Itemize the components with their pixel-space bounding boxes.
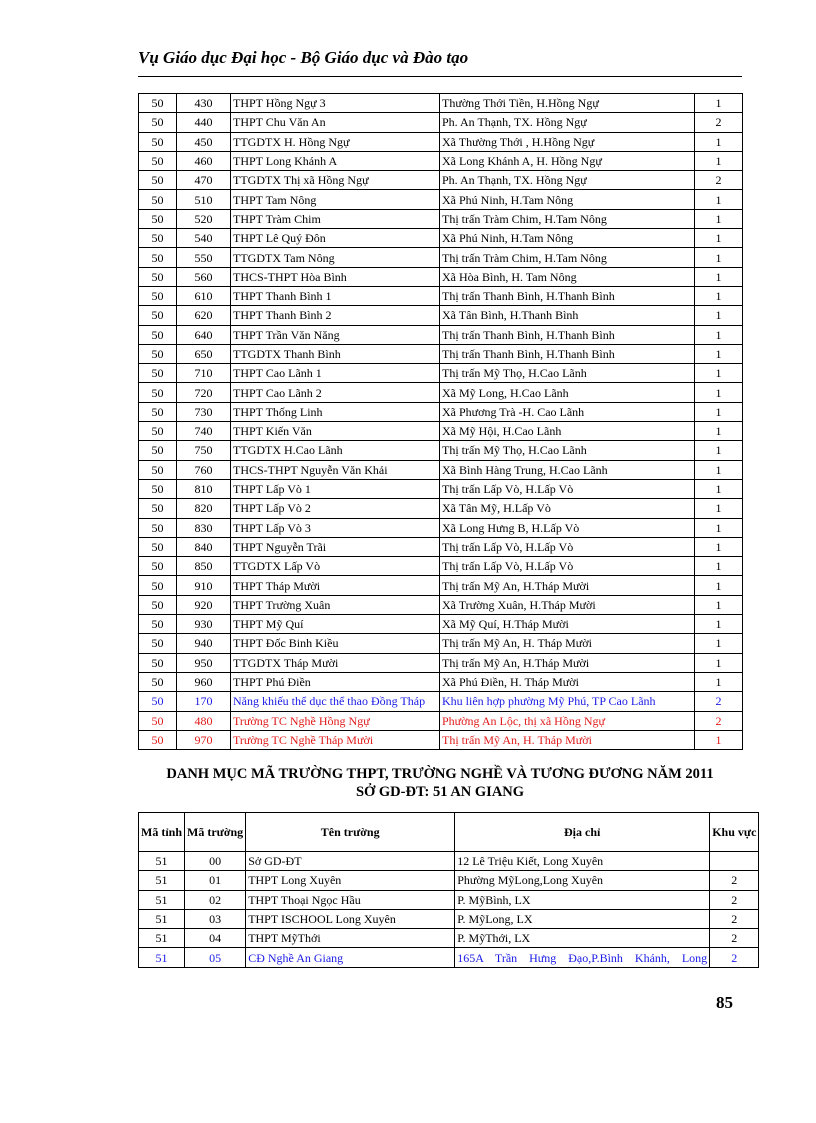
table-row bbox=[139, 209, 743, 228]
cell-ma-tinh: 51 bbox=[139, 909, 185, 928]
cell-ten-truong: THPT Phú Điền bbox=[231, 672, 440, 691]
cell-ma-truong: 710 bbox=[177, 364, 231, 383]
table-row bbox=[139, 306, 743, 325]
table-row bbox=[139, 171, 743, 190]
cell-khu-vuc: 1 bbox=[695, 190, 743, 209]
cell-ma-tinh: 50 bbox=[139, 132, 177, 151]
cell-ma-tinh: 50 bbox=[139, 730, 177, 749]
cell-ma-tinh: 50 bbox=[139, 190, 177, 209]
cell-khu-vuc: 2 bbox=[695, 113, 743, 132]
cell-ma-truong: 430 bbox=[177, 94, 231, 113]
cell-ma-truong: 970 bbox=[177, 730, 231, 749]
table-row bbox=[139, 909, 759, 928]
cell-ten-truong: CĐ Nghề An Giang bbox=[246, 948, 455, 967]
table-row bbox=[139, 711, 743, 730]
cell-dia-chi: Thị trấn Lấp Vò, H.Lấp Vò bbox=[440, 479, 695, 498]
cell-khu-vuc: 2 bbox=[710, 871, 759, 890]
cell-ten-truong: THPT Tràm Chim bbox=[231, 209, 440, 228]
cell-ten-truong: TTGDTX Lấp Vò bbox=[231, 557, 440, 576]
cell-dia-chi: Xã Tân Mỹ, H.Lấp Vò bbox=[440, 499, 695, 518]
cell-ma-tinh: 51 bbox=[139, 929, 185, 948]
header-rule bbox=[138, 76, 742, 77]
cell-ma-truong: 650 bbox=[177, 344, 231, 363]
cell-dia-chi: 12 Lê Triệu Kiết, Long Xuyên bbox=[455, 852, 710, 871]
cell-dia-chi: Khu liên hợp phường Mỹ Phú, TP Cao Lãnh bbox=[440, 692, 695, 711]
cell-ten-truong: THPT MỹThới bbox=[246, 929, 455, 948]
table-row bbox=[139, 499, 743, 518]
cell-dia-chi: P. MỹBình, LX bbox=[455, 890, 710, 909]
table-row bbox=[139, 871, 759, 890]
cell-khu-vuc: 1 bbox=[695, 344, 743, 363]
cell-ma-truong: 480 bbox=[177, 711, 231, 730]
cell-khu-vuc: 1 bbox=[695, 499, 743, 518]
cell-dia-chi: Thị trấn Mỹ An, H. Tháp Mười bbox=[440, 730, 695, 749]
cell-ten-truong: TTGDTX H.Cao Lãnh bbox=[231, 441, 440, 460]
cell-ma-tinh: 50 bbox=[139, 672, 177, 691]
cell-khu-vuc: 1 bbox=[695, 402, 743, 421]
table-row bbox=[139, 325, 743, 344]
table-row bbox=[139, 267, 743, 286]
cell-ten-truong: Trường TC Nghề Tháp Mười bbox=[231, 730, 440, 749]
table-row bbox=[139, 615, 743, 634]
cell-khu-vuc: 1 bbox=[695, 383, 743, 402]
cell-ten-truong: THPT Tam Nông bbox=[231, 190, 440, 209]
cell-dia-chi: Ph. An Thạnh, TX. Hồng Ngự bbox=[440, 171, 695, 190]
cell-ma-truong: 440 bbox=[177, 113, 231, 132]
section-title: DANH MỤC MÃ TRƯỜNG THPT, TRƯỜNG NGHỀ VÀ TƯƠNG ĐƯƠNG NĂM 2011 bbox=[166, 766, 714, 782]
table-row bbox=[139, 132, 743, 151]
cell-ma-truong: 560 bbox=[177, 267, 231, 286]
cell-ten-truong: THPT Thanh Bình 2 bbox=[231, 306, 440, 325]
cell-ma-truong: 810 bbox=[177, 479, 231, 498]
cell-ma-tinh: 50 bbox=[139, 306, 177, 325]
table-header-row bbox=[139, 813, 759, 852]
cell-ten-truong: THPT Thoại Ngọc Hầu bbox=[246, 890, 455, 909]
cell-khu-vuc: 2 bbox=[710, 890, 759, 909]
table-row bbox=[139, 929, 759, 948]
cell-ma-tinh: 50 bbox=[139, 441, 177, 460]
cell-khu-vuc: 1 bbox=[695, 518, 743, 537]
cell-ten-truong: TTGDTX Tam Nông bbox=[231, 248, 440, 267]
cell-ma-tinh: 50 bbox=[139, 94, 177, 113]
cell-ma-truong: 05 bbox=[185, 948, 246, 967]
table-row bbox=[139, 672, 743, 691]
cell-ma-tinh: 50 bbox=[139, 460, 177, 479]
cell-ma-truong: 470 bbox=[177, 171, 231, 190]
cell-dia-chi: Thị trấn Lấp Vò, H.Lấp Vò bbox=[440, 557, 695, 576]
cell-ten-truong: THPT ISCHOOL Long Xuyên bbox=[246, 909, 455, 928]
cell-khu-vuc: 1 bbox=[695, 248, 743, 267]
cell-khu-vuc: 1 bbox=[695, 229, 743, 248]
cell-dia-chi: Thị trấn Mỹ Thọ, H.Cao Lãnh bbox=[440, 364, 695, 383]
header-ma-tinh: Mã tỉnh bbox=[139, 813, 185, 852]
cell-ma-tinh: 51 bbox=[139, 852, 185, 871]
cell-khu-vuc: 1 bbox=[695, 151, 743, 170]
cell-dia-chi: Phường MỹLong,Long Xuyên bbox=[455, 871, 710, 890]
table-row bbox=[139, 383, 743, 402]
cell-ma-truong: 820 bbox=[177, 499, 231, 518]
cell-dia-chi: Thị trấn Thanh Bình, H.Thanh Bình bbox=[440, 344, 695, 363]
cell-dia-chi: Thị trấn Lấp Vò, H.Lấp Vò bbox=[440, 537, 695, 556]
cell-ma-tinh: 50 bbox=[139, 422, 177, 441]
cell-dia-chi: Thị trấn Thanh Bình, H.Thanh Bình bbox=[440, 325, 695, 344]
cell-ten-truong: THPT Lê Quý Đôn bbox=[231, 229, 440, 248]
header-ma-truong: Mã trường bbox=[185, 813, 246, 852]
cell-dia-chi: Phường An Lộc, thị xã Hồng Ngự bbox=[440, 711, 695, 730]
cell-ma-truong: 610 bbox=[177, 286, 231, 305]
cell-ma-truong: 950 bbox=[177, 653, 231, 672]
school-table-dong-thap bbox=[138, 93, 743, 750]
cell-dia-chi: P. MỹLong, LX bbox=[455, 909, 710, 928]
cell-ma-tinh: 50 bbox=[139, 151, 177, 170]
cell-khu-vuc: 2 bbox=[695, 711, 743, 730]
cell-khu-vuc: 1 bbox=[695, 672, 743, 691]
table-row bbox=[139, 460, 743, 479]
header-ten-truong: Tên trường bbox=[246, 813, 455, 852]
cell-ma-tinh: 50 bbox=[139, 344, 177, 363]
cell-ten-truong: Năng khiếu thể dục thể thao Đồng Tháp bbox=[231, 692, 440, 711]
cell-ma-truong: 450 bbox=[177, 132, 231, 151]
cell-dia-chi: Xã Mỹ Long, H.Cao Lãnh bbox=[440, 383, 695, 402]
cell-ma-tinh: 51 bbox=[139, 890, 185, 909]
cell-dia-chi: Ph. An Thạnh, TX. Hồng Ngự bbox=[440, 113, 695, 132]
header-dia-chi: Địa chỉ bbox=[455, 813, 710, 852]
cell-dia-chi: Thị trấn Mỹ An, H.Tháp Mười bbox=[440, 653, 695, 672]
cell-dia-chi: Thị trấn Mỹ Thọ, H.Cao Lãnh bbox=[440, 441, 695, 460]
table-row bbox=[139, 852, 759, 871]
cell-ma-truong: 850 bbox=[177, 557, 231, 576]
table-row bbox=[139, 151, 743, 170]
cell-ma-truong: 750 bbox=[177, 441, 231, 460]
cell-dia-chi: Xã Bình Hàng Trung, H.Cao Lãnh bbox=[440, 460, 695, 479]
table-row bbox=[139, 402, 743, 421]
table-row bbox=[139, 537, 743, 556]
cell-khu-vuc: 1 bbox=[695, 460, 743, 479]
cell-khu-vuc: 2 bbox=[710, 909, 759, 928]
cell-ten-truong: THPT Tháp Mười bbox=[231, 576, 440, 595]
cell-ma-tinh: 50 bbox=[139, 267, 177, 286]
table-row bbox=[139, 634, 743, 653]
table-row bbox=[139, 364, 743, 383]
cell-ten-truong: THCS-THPT Hòa Bình bbox=[231, 267, 440, 286]
cell-dia-chi: Xã Phú Điền, H. Tháp Mười bbox=[440, 672, 695, 691]
cell-khu-vuc: 1 bbox=[695, 267, 743, 286]
cell-ma-tinh: 50 bbox=[139, 692, 177, 711]
cell-ten-truong: TTGDTX Thị xã Hồng Ngự bbox=[231, 171, 440, 190]
cell-ma-tinh: 50 bbox=[139, 711, 177, 730]
cell-khu-vuc: 1 bbox=[695, 306, 743, 325]
table-row bbox=[139, 113, 743, 132]
table-row bbox=[139, 576, 743, 595]
header-khu-vuc: Khu vực bbox=[710, 813, 759, 852]
cell-ten-truong: THPT Cao Lãnh 1 bbox=[231, 364, 440, 383]
cell-khu-vuc: 1 bbox=[695, 441, 743, 460]
cell-khu-vuc: 1 bbox=[695, 634, 743, 653]
cell-ten-truong: THCS-THPT Nguyễn Văn Khải bbox=[231, 460, 440, 479]
cell-khu-vuc: 1 bbox=[695, 209, 743, 228]
cell-khu-vuc bbox=[710, 852, 759, 871]
cell-khu-vuc: 2 bbox=[710, 929, 759, 948]
cell-dia-chi: Xã Tân Bình, H.Thanh Bình bbox=[440, 306, 695, 325]
table-row bbox=[139, 190, 743, 209]
cell-ten-truong: THPT Mỹ Quí bbox=[231, 615, 440, 634]
cell-ten-truong: THPT Thống Linh bbox=[231, 402, 440, 421]
cell-ma-truong: 04 bbox=[185, 929, 246, 948]
cell-ma-tinh: 50 bbox=[139, 229, 177, 248]
cell-ten-truong: THPT Cao Lãnh 2 bbox=[231, 383, 440, 402]
cell-ma-tinh: 50 bbox=[139, 209, 177, 228]
cell-ten-truong: Trường TC Nghề Hồng Ngự bbox=[231, 711, 440, 730]
cell-ten-truong: TTGDTX Thanh Bình bbox=[231, 344, 440, 363]
cell-dia-chi: Xã Phương Trà -H. Cao Lãnh bbox=[440, 402, 695, 421]
cell-ma-tinh: 50 bbox=[139, 113, 177, 132]
cell-ma-truong: 550 bbox=[177, 248, 231, 267]
cell-dia-chi: Thị trấn Tràm Chim, H.Tam Nông bbox=[440, 248, 695, 267]
table-row bbox=[139, 479, 743, 498]
cell-khu-vuc: 1 bbox=[695, 364, 743, 383]
table-row bbox=[139, 730, 743, 749]
cell-ma-tinh: 50 bbox=[139, 615, 177, 634]
cell-khu-vuc: 1 bbox=[695, 132, 743, 151]
cell-khu-vuc: 1 bbox=[695, 653, 743, 672]
cell-dia-chi: Xã Long Khánh A, H. Hồng Ngự bbox=[440, 151, 695, 170]
cell-ten-truong: THPT Kiến Văn bbox=[231, 422, 440, 441]
cell-ma-truong: 00 bbox=[185, 852, 246, 871]
cell-dia-chi: Thị trấn Mỹ An, H. Tháp Mười bbox=[440, 634, 695, 653]
cell-ten-truong: THPT Lấp Vò 2 bbox=[231, 499, 440, 518]
cell-ma-truong: 940 bbox=[177, 634, 231, 653]
cell-ma-truong: 170 bbox=[177, 692, 231, 711]
cell-ten-truong: THPT Nguyễn Trãi bbox=[231, 537, 440, 556]
cell-ten-truong: THPT Hồng Ngự 3 bbox=[231, 94, 440, 113]
cell-ten-truong: Sở GD-ĐT bbox=[246, 852, 455, 871]
cell-khu-vuc: 1 bbox=[695, 576, 743, 595]
cell-ma-tinh: 51 bbox=[139, 871, 185, 890]
cell-ma-truong: 520 bbox=[177, 209, 231, 228]
cell-ma-truong: 01 bbox=[185, 871, 246, 890]
cell-khu-vuc: 2 bbox=[710, 948, 759, 967]
cell-khu-vuc: 1 bbox=[695, 730, 743, 749]
cell-ma-tinh: 50 bbox=[139, 499, 177, 518]
cell-dia-chi: P. MỹThới, LX bbox=[455, 929, 710, 948]
cell-ma-truong: 640 bbox=[177, 325, 231, 344]
cell-dia-chi: 165A Trần Hưng Đạo,P.Bình Khánh, Long bbox=[455, 948, 710, 967]
cell-dia-chi: Xã Phú Ninh, H.Tam Nông bbox=[440, 229, 695, 248]
cell-ma-tinh: 50 bbox=[139, 286, 177, 305]
school-table-body bbox=[139, 852, 759, 968]
table-row bbox=[139, 248, 743, 267]
cell-ma-tinh: 50 bbox=[139, 364, 177, 383]
cell-ten-truong: THPT Trường Xuân bbox=[231, 595, 440, 614]
cell-ma-truong: 620 bbox=[177, 306, 231, 325]
running-header: Vụ Giáo dục Đại học - Bộ Giáo dục và Đào tạo bbox=[138, 48, 469, 67]
cell-ma-truong: 910 bbox=[177, 576, 231, 595]
cell-ten-truong: THPT Trần Văn Năng bbox=[231, 325, 440, 344]
cell-ma-truong: 460 bbox=[177, 151, 231, 170]
cell-dia-chi: Thị trấn Mỹ An, H.Tháp Mười bbox=[440, 576, 695, 595]
cell-ma-tinh: 50 bbox=[139, 518, 177, 537]
cell-dia-chi: Xã Phú Ninh, H.Tam Nông bbox=[440, 190, 695, 209]
cell-ma-truong: 760 bbox=[177, 460, 231, 479]
cell-ma-truong: 510 bbox=[177, 190, 231, 209]
cell-dia-chi: Thị trấn Thanh Bình, H.Thanh Bình bbox=[440, 286, 695, 305]
cell-dia-chi: Thường Thới Tiền, H.Hồng Ngự bbox=[440, 94, 695, 113]
cell-ten-truong: THPT Lấp Vò 1 bbox=[231, 479, 440, 498]
cell-ma-tinh: 50 bbox=[139, 479, 177, 498]
cell-ma-tinh: 50 bbox=[139, 595, 177, 614]
cell-ten-truong: THPT Long Xuyên bbox=[246, 871, 455, 890]
cell-ma-tinh: 50 bbox=[139, 537, 177, 556]
table-row bbox=[139, 692, 743, 711]
cell-khu-vuc: 1 bbox=[695, 325, 743, 344]
cell-ma-tinh: 50 bbox=[139, 634, 177, 653]
table-row bbox=[139, 948, 759, 967]
cell-ten-truong: THPT Thanh Bình 1 bbox=[231, 286, 440, 305]
cell-khu-vuc: 1 bbox=[695, 557, 743, 576]
cell-ma-truong: 730 bbox=[177, 402, 231, 421]
table-row bbox=[139, 344, 743, 363]
cell-dia-chi: Thị trấn Tràm Chim, H.Tam Nông bbox=[440, 209, 695, 228]
cell-ma-truong: 960 bbox=[177, 672, 231, 691]
cell-ma-tinh: 50 bbox=[139, 653, 177, 672]
cell-ten-truong: THPT Chu Văn An bbox=[231, 113, 440, 132]
table-row bbox=[139, 422, 743, 441]
cell-khu-vuc: 1 bbox=[695, 479, 743, 498]
cell-ma-tinh: 50 bbox=[139, 383, 177, 402]
cell-dia-chi: Xã Mỹ Quí, H.Tháp Mười bbox=[440, 615, 695, 634]
table-row bbox=[139, 441, 743, 460]
cell-dia-chi: Xã Long Hưng B, H.Lấp Vò bbox=[440, 518, 695, 537]
cell-khu-vuc: 1 bbox=[695, 537, 743, 556]
school-table-body bbox=[139, 94, 743, 750]
cell-dia-chi: Xã Mỹ Hội, H.Cao Lãnh bbox=[440, 422, 695, 441]
cell-ten-truong: TTGDTX Tháp Mười bbox=[231, 653, 440, 672]
cell-ten-truong: THPT Long Khánh A bbox=[231, 151, 440, 170]
section-subtitle: SỞ GD-ĐT: 51 AN GIANG bbox=[355, 784, 525, 800]
cell-ma-tinh: 50 bbox=[139, 325, 177, 344]
cell-ma-tinh: 50 bbox=[139, 402, 177, 421]
table-row bbox=[139, 653, 743, 672]
cell-khu-vuc: 1 bbox=[695, 422, 743, 441]
table-row bbox=[139, 518, 743, 537]
table-row bbox=[139, 557, 743, 576]
cell-ma-tinh: 50 bbox=[139, 576, 177, 595]
cell-dia-chi: Xã Hòa Bình, H. Tam Nông bbox=[440, 267, 695, 286]
cell-ma-tinh: 50 bbox=[139, 171, 177, 190]
cell-ma-tinh: 51 bbox=[139, 948, 185, 967]
cell-ma-tinh: 50 bbox=[139, 248, 177, 267]
cell-ten-truong: THPT Lấp Vò 3 bbox=[231, 518, 440, 537]
cell-ma-tinh: 50 bbox=[139, 557, 177, 576]
table-row bbox=[139, 595, 743, 614]
school-table-an-giang bbox=[138, 812, 759, 968]
table-row bbox=[139, 890, 759, 909]
cell-khu-vuc: 1 bbox=[695, 615, 743, 634]
page-number: 85 bbox=[716, 993, 733, 1012]
cell-ma-truong: 720 bbox=[177, 383, 231, 402]
cell-ten-truong: THPT Đốc Binh Kiều bbox=[231, 634, 440, 653]
cell-khu-vuc: 2 bbox=[695, 692, 743, 711]
cell-khu-vuc: 2 bbox=[695, 171, 743, 190]
cell-ma-truong: 02 bbox=[185, 890, 246, 909]
cell-ma-truong: 740 bbox=[177, 422, 231, 441]
table-row bbox=[139, 94, 743, 113]
table-row bbox=[139, 286, 743, 305]
cell-ma-truong: 930 bbox=[177, 615, 231, 634]
cell-ma-truong: 830 bbox=[177, 518, 231, 537]
cell-ten-truong: TTGDTX H. Hồng Ngự bbox=[231, 132, 440, 151]
cell-ma-truong: 840 bbox=[177, 537, 231, 556]
cell-ma-truong: 920 bbox=[177, 595, 231, 614]
cell-ma-truong: 03 bbox=[185, 909, 246, 928]
cell-ma-truong: 540 bbox=[177, 229, 231, 248]
table-row bbox=[139, 229, 743, 248]
cell-dia-chi: Xã Thường Thới , H.Hồng Ngự bbox=[440, 132, 695, 151]
cell-khu-vuc: 1 bbox=[695, 286, 743, 305]
cell-khu-vuc: 1 bbox=[695, 94, 743, 113]
cell-khu-vuc: 1 bbox=[695, 595, 743, 614]
cell-dia-chi: Xã Trường Xuân, H.Tháp Mười bbox=[440, 595, 695, 614]
